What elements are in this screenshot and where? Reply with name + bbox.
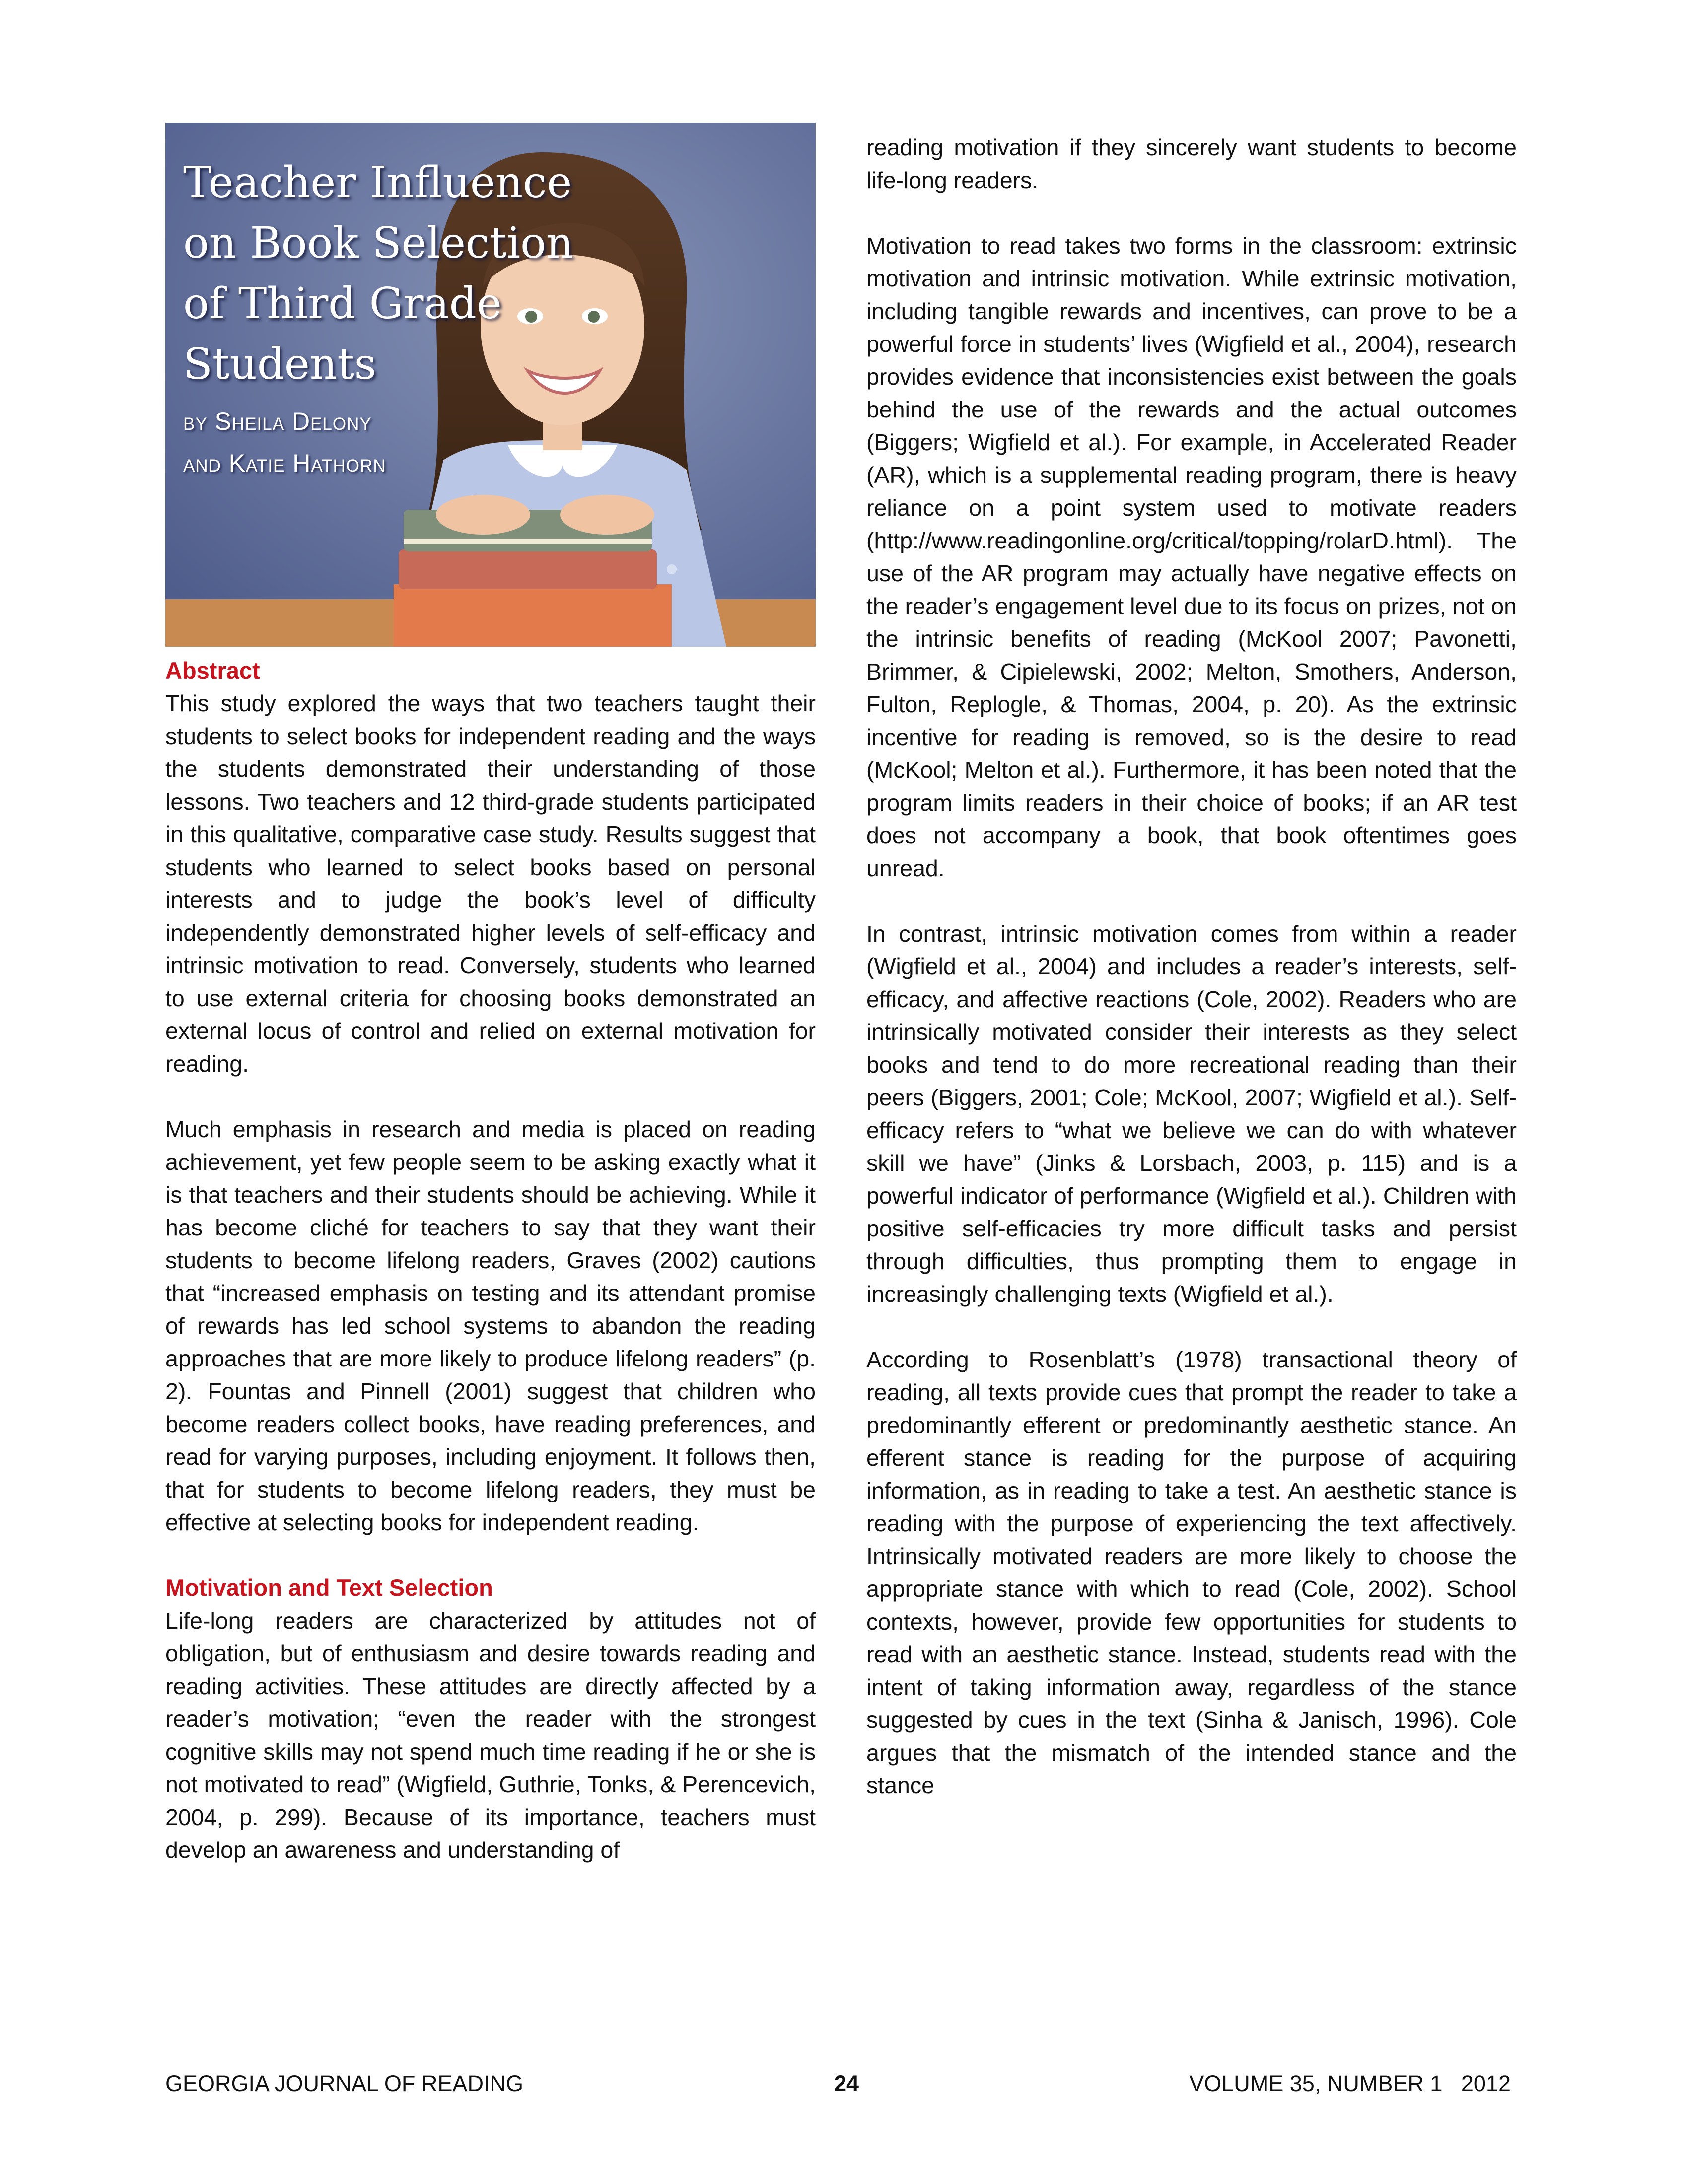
intro-paragraph: Much emphasis in research and media is placed on reading achievement, yet few people seem to be asking exactly what it is that teachers and their students should be achieving. While it has become cliché for teachers to say that they want their students to become lifelong readers, Graves (2002) cautions that “increased emphasis on testing and its attendant promise of rewards has led school systems to abandon the reading approaches that are more likely to produce lifelong readers” (p. 2). Fountas and Pinnell (2001) suggest that children who become readers collect books, have reading preferences, and read for varying purposes, including enjoyment. It follows then, that for students to become lifelong readers, they must be effective at selecting books for independent reading. bbox=[165, 1116, 816, 1535]
article-title-line: of Third Grade bbox=[183, 279, 502, 329]
abstract-heading: Abstract bbox=[165, 657, 260, 683]
article-title-line: Students bbox=[183, 340, 376, 389]
right-paragraph-1: reading motivation if they sincerely want students to become life-long readers. bbox=[866, 135, 1517, 193]
article-title-line: on Book Selection bbox=[183, 218, 574, 268]
article-title-line: Teacher Influence bbox=[183, 158, 572, 207]
byline-author-2: and Katie Hathorn bbox=[183, 449, 386, 477]
right-paragraph-2: Motivation to read takes two forms in the classroom: extrinsic motivation and intrinsic motivation. While extrinsic motivation, including tangible rewards and incentives, can prove to be a powerful force in students’ lives (Wigfield et al., 2004), research provides evidence that inconsistencies exist between the goals behind the use of the rewards and the actual outcomes (Biggers; Wigfield et al.). For example, in Accelerated Reader (AR), which is a supplemental reading program, there is heavy reliance on a point system used to motivate readers (http://www.readingonline.org/critical/topping/rolarD.html). The use of the AR program may actually have negative effects on the reader’s engagement level due to its focus on prizes, not on the intrinsic benefits of reading (McKool 2007; Pavonetti, Brimmer, & Cipielewski, 2002; Melton, Smothers, Anderson, Fulton, Replogle, & Thomas, 2004, p. 20). As the extrinsic incentive for reading is removed, so is the desire to read (McKool; Melton et al.). Furthermore, it has been noted that the program limits readers in their choice of books; if an AR test does not accompany a book, that book oftentimes goes unread. bbox=[866, 233, 1517, 881]
title-image bbox=[165, 123, 816, 647]
right-column bbox=[866, 131, 1517, 1802]
footer-issue: VOLUME 35, NUMBER 1 2012 bbox=[1189, 2071, 1511, 2096]
footer-journal-name: GEORGIA JOURNAL OF READING bbox=[165, 2071, 523, 2096]
abstract-text: This study explored the ways that two teachers taught their students to select books for independent reading and the ways the students demonstrated their understanding of those lessons. Two teachers and 12 third-grade students participated in this qualitative, comparative case study. Results suggest that students who learned to select books based on personal interests and to judge the book’s level of difficulty independently demonstrated higher levels of self-efficacy and intrinsic motivation to read. Conversely, students who learned to use external criteria for choosing books demonstrated an external locus of control and relied on external motivation for reading. bbox=[165, 690, 816, 1077]
byline-author-1: by Sheila Delony bbox=[183, 408, 372, 435]
byline bbox=[183, 401, 386, 484]
left-column bbox=[165, 654, 816, 1866]
article-title bbox=[183, 152, 630, 395]
footer-page-number: 24 bbox=[834, 2071, 859, 2096]
motivation-heading: Motivation and Text Selection bbox=[165, 1574, 493, 1601]
right-paragraph-3: In contrast, intrinsic motivation comes from within a reader (Wigfield et al., 2004) and includes a reader’s interests, self-efficacy, and affective reactions (Cole, 2002). Readers who are intrinsically motivated consider their interests as they select books and tend to do more recreational reading than their peers (Biggers, 2001; Cole; McKool, 2007; Wigfield et al.). Self-efficacy refers to “what we believe we can do with whatever skill we have” (Jinks & Lorsbach, 2003, p. 115) and is a powerful indicator of performance (Wigfield et al.). Children with positive self-efficacies try more difficult tasks and persist through difficulties, thus prompting them to engage in increasingly challenging texts (Wigfield et al.). bbox=[866, 921, 1517, 1307]
right-paragraph-4: According to Rosenblatt’s (1978) transactional theory of reading, all texts provide cues that prompt the reader to take a predominantly efferent or predominantly aesthetic stance. An efferent stance is reading for the purpose of acquiring information, as in reading to take a test. An aesthetic stance is reading with the purpose of experiencing the text affectively. Intrinsically motivated readers are more likely to choose the appropriate stance with which to read (Cole, 2002). School contexts, however, provide few opportunities for students to read with an aesthetic stance. Instead, students read with the intent of taking information away, regardless of the stance suggested by cues in the text (Sinha & Janisch, 1996). Cole argues that the mismatch of the intended stance and the stance bbox=[866, 1347, 1517, 1798]
motivation-paragraph: Life-long readers are characterized by attitudes not of obligation, but of enthusiasm and desire towards reading and reading activities. These attitudes are directly affected by a reader’s motivation; “even the reader with the strongest cognitive skills may not spend much time reading if he or she is not motivated to read” (Wigfield, Guthrie, Tonks, & Perencevich, 2004, p. 299). Because of its importance, teachers must develop an awareness and understanding of bbox=[165, 1608, 816, 1863]
